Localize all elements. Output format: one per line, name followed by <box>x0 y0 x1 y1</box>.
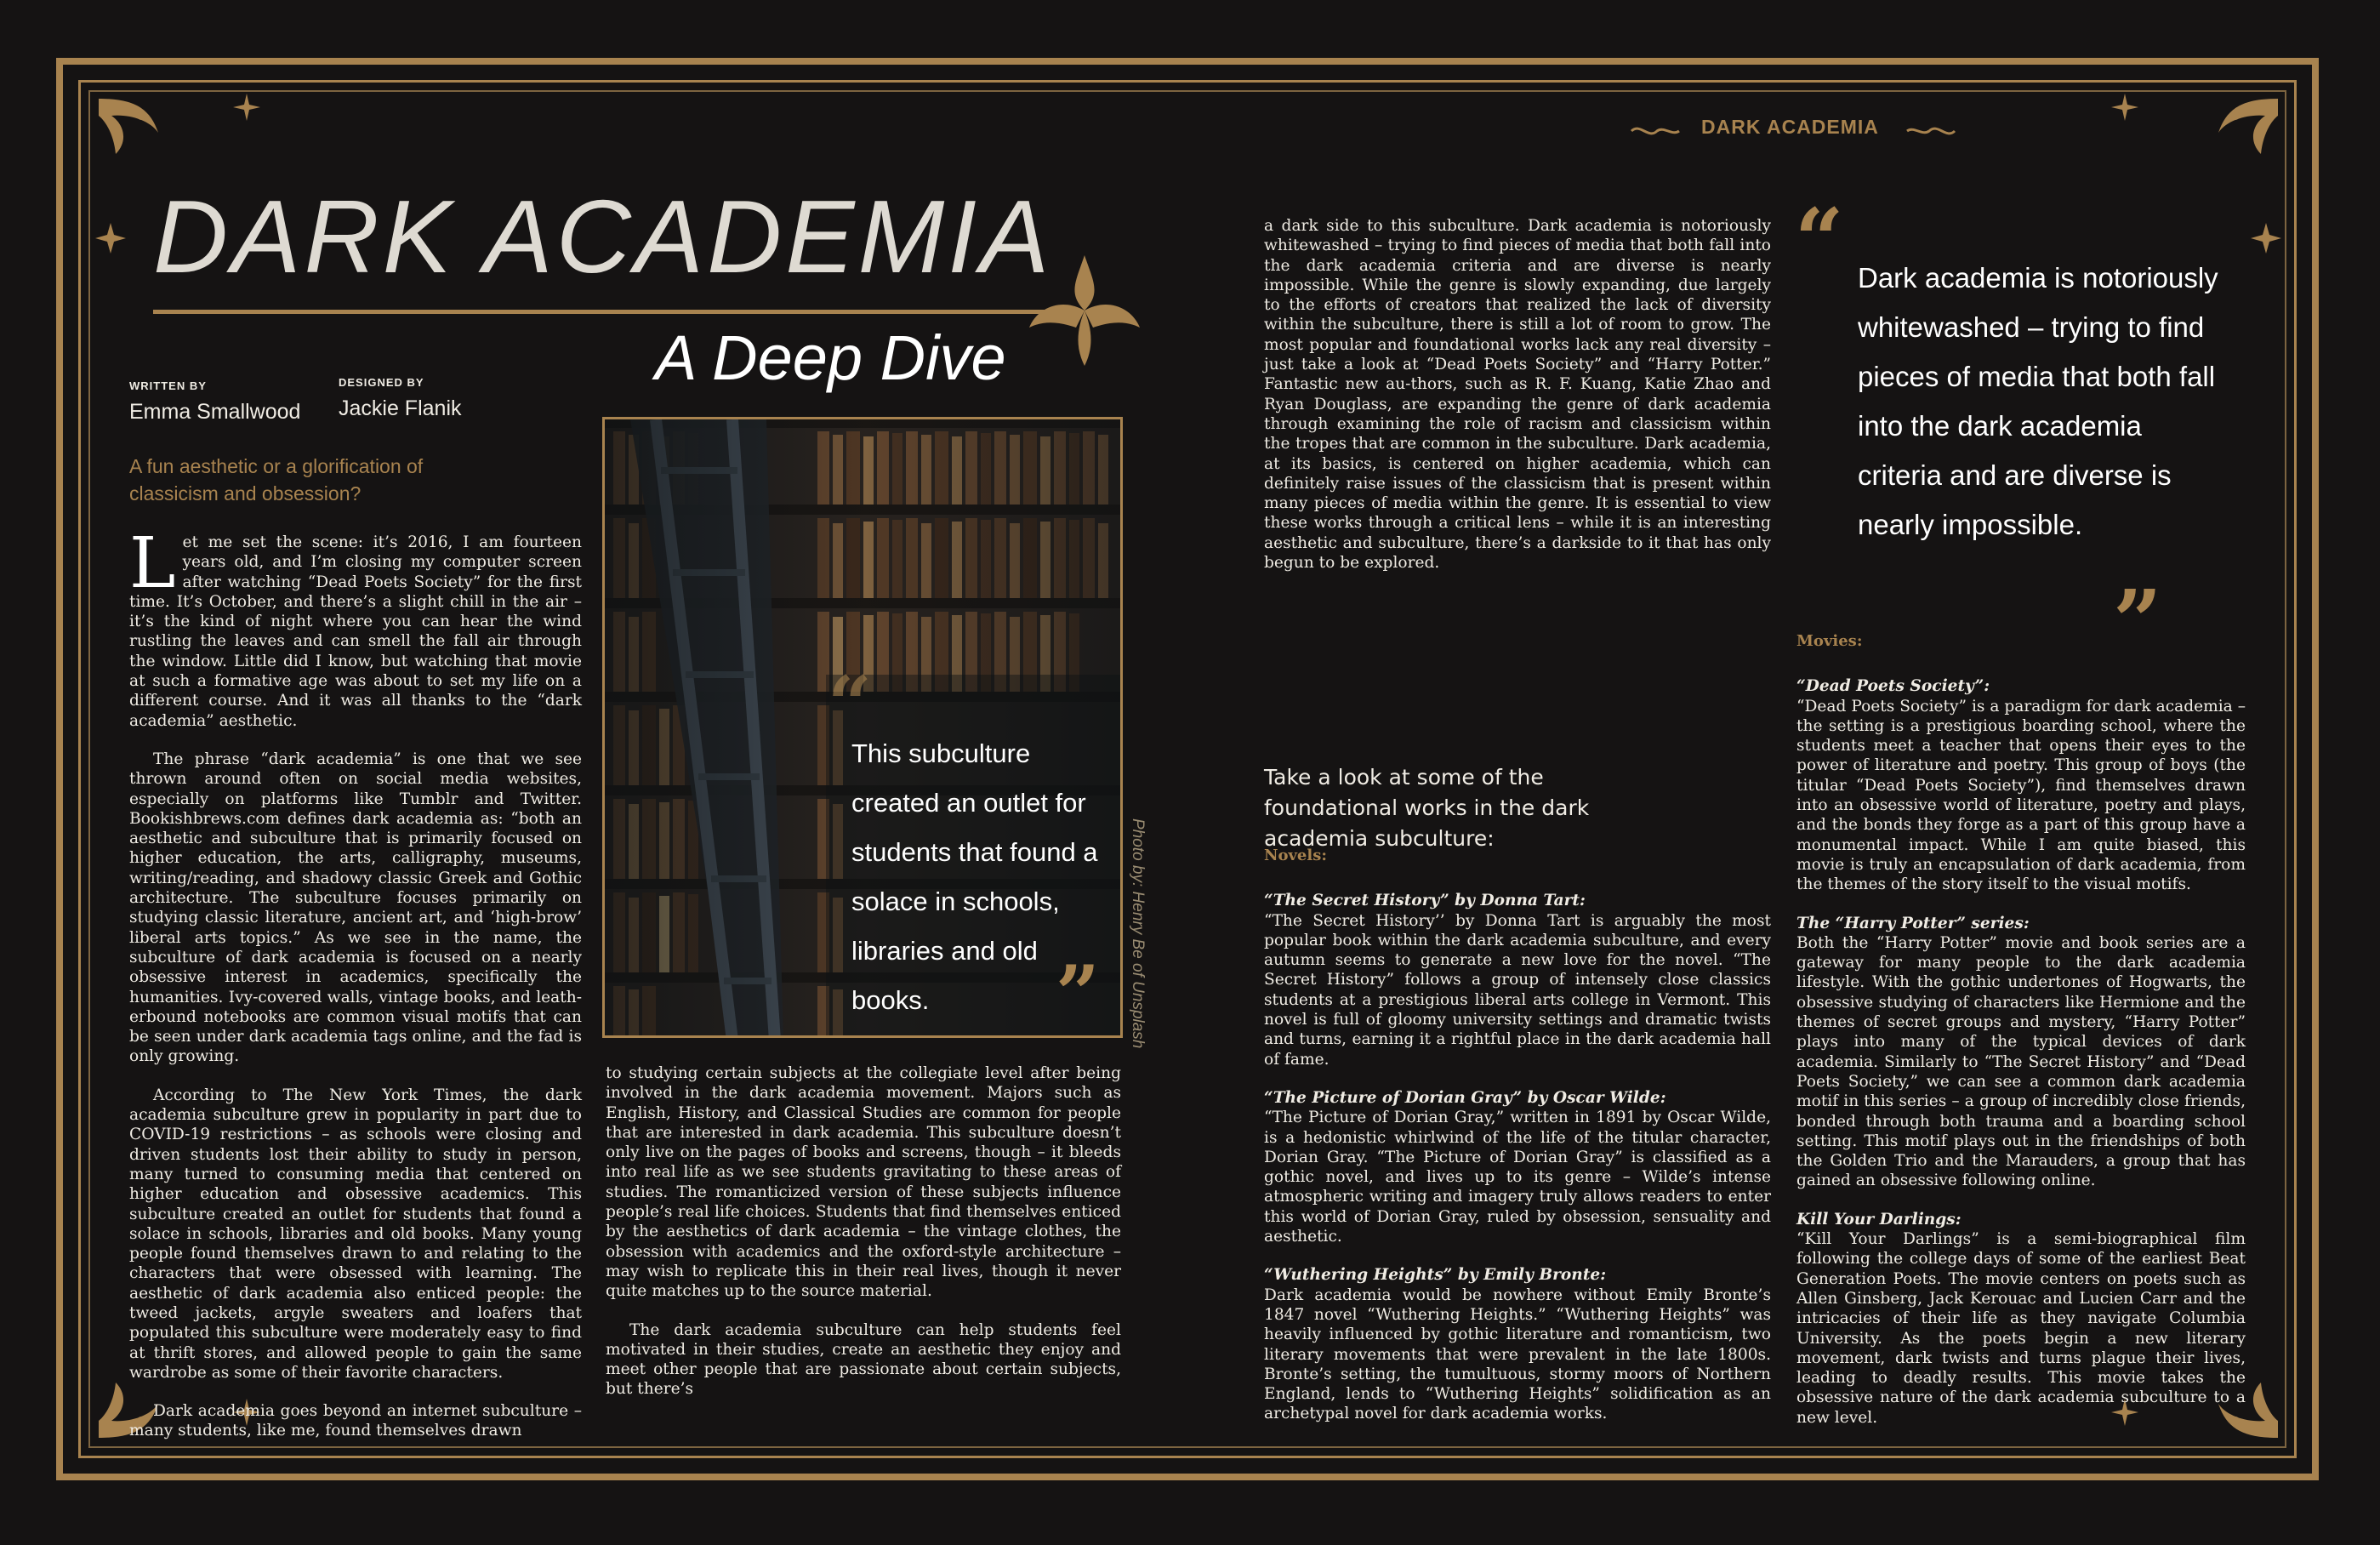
designed-by-label: DESIGNED BY <box>339 376 424 389</box>
movie-entry-kill-your-darlings: Kill Your Darlings: “Kill Your Darlings” is a semi-biographical film following the college days of some of the earliest Beat Generation Poets. The movie centers on poets such as Allen Ginsberg, Jack Kerouac and Lucien Carr and the intricacies of their life as they navigate Columbia University. As the poets begin a new literary movement, dark twists and turns plague their lives, leading to deadly results. This movie takes the obsessive nature of the dark academia subculture to a new level. <box>1796 1210 2246 1427</box>
column-3-top <box>1264 216 1771 591</box>
fleur-ornament-right-icon <box>2249 221 2283 255</box>
open-quote-icon: “ <box>828 659 872 750</box>
scroll-ornament-right-icon <box>1905 123 1956 140</box>
novel-entry-dorian-gray: “The Picture of Dorian Gray” by Oscar Wilde: “The Picture of Dorian Gray,” written in 1891 by Oscar Wilde, is a hedonistic whirlwind of the life of the titular character, Dorian Gray. “The Picture of Dorian Gray” is classified as a gothic novel, and lives up to its genre – Wilde’s intense atmospheric writing and imagery truly allows readers to enter this world of Dorian Gray, ruled by obsession, sensuality and aesthetic. <box>1264 1088 1771 1246</box>
works-intro: Take a look at some of the foundational works in the dark academia subculture: <box>1264 765 1590 851</box>
close-quote-icon: ” <box>1056 949 1100 1038</box>
paragraph-5: to studying certain subjects at the collegiate level after being involved in the dark academia movement. Majors such as English, History, and Classical Studies are common for people that are interested in dark academia. This subculture doesn’t only live on the pages of books and screens, though – it bleeds into real life as we see students gravitating to these areas of studies. The romanticized version of these subjects influence people’s real life choices. Students that find themselves enticed by the aesthetics of dark academia – the vintage clothes, the obsession with academics and the oxford-style architecture – may wish to replicate this in their real lives, though it never quite matches up to the source material. <box>606 1064 1121 1301</box>
movie-entry-harry-potter: The “Harry Potter” series: Both the “Harry Potter” movie and book series are a gateway for many people to the dark academia lifestyle. With the gothic undertones of Hogwarts, the obsessive studying of characters like Hermione and the themes of secret groups and mystery, “Harry Potter” plays into many of the typical devices of dark academia. Similarly to “The Secret History” and “Dead Poets Society,” we can see a common dark academia motif in this series – a group of incredibly close friends, bonded through both trauma and a boarding school setting. This motif plays out in the friendships of both the Golden Trio and the Marauders, a group that has gained an obsessive following online. <box>1796 914 2246 1190</box>
photo-pullquote: This subculture created an outlet for students that found a solace in schools, libraries and old books. <box>851 738 1098 1015</box>
paragraph-3: According to The New York Times, the dark academia subculture grew in popularity in part due to COVID-19 restrictions – as schools were closing and driven students lost their ability to study in person, many turned to consuming media that centered on higher education and obsessive academics. This subculture created an outlet for students that found a solace in schools, libraries and old books. Many young people found themselves drawn to and relating to the characters that were obsessed with learning. The aesthetic of dark academia also enticed people: the tweed jackets, argyle sweaters and loafers that populated this subculture were moderately easy to find at thrift stores, and allowed people to gain the same wardrobe as some of their favorite characters. <box>129 1086 582 1382</box>
scroll-ornament-left-icon <box>1630 123 1681 140</box>
designer-name: Jackie Flanik <box>339 396 462 420</box>
paragraph-1: Let me set the scene: it’s 2016, I am fourteen years old, and I’m closing my computer screen after watching “Dead Poets Society” for the first time. It’s October, and there’s a slight chill in the air – it’s the kind of night where you can hear the wind rustling the leaves and can smell the fall air through the window. Little did I know, but watching that movie at such a formative age was about to set my life on a different course. And it was all thanks to the “dark academia” aesthetic. <box>129 523 582 730</box>
main-pullquote: Dark academia is notoriously whitewashed – trying to find pieces of media that both fall into the dark academia criteria and are diverse is nearly impossible. <box>1858 262 2218 540</box>
column-4 <box>1796 631 2246 1428</box>
paragraph-7: a dark side to this subculture. Dark academia is notoriously whitewashed – trying to find pieces of media that both fall into the dark academia criteria and are diverse is nearly impossible. While the genre is slowly expanding, due largely to the efforts of creators that realized the lack of diversity within the subculture, there is still a lot of room to grow. The most popular and foundational works lack any real diversity – just take a look at “Dead Poets Society” and “Harry Potter.” Fantastic new au-thors, such as R. F. Kuang, Katie Zhao and Ryan Douglass, are expanding the genre of dark academia through examining the role of racism and classicism within the tropes that are common in the subculture. Dark academia, at its basics, is centered on higher academia, which can definitely raise issues of the classicism that is present within many pieces of media within the genre. It is essential to view these works through a critical lens – while it is an interesting aesthetic and subculture, there’s a darkside to it that has only begun to be explored. <box>1264 217 1771 573</box>
small-ornament-top-left-icon <box>230 90 264 124</box>
small-ornament-top-right-icon <box>2108 90 2142 124</box>
library-photo <box>602 417 1123 1038</box>
column-3-novels <box>1264 846 1771 1424</box>
column-2 <box>606 1063 1121 1418</box>
paragraph-6: The dark academia subculture can help students feel motivated in their studies, create an aesthetic they enjoy and meet other people that are passionate about certain subjects, but there’s <box>606 1320 1121 1399</box>
page-subtitle: A Deep Dive <box>655 322 1006 393</box>
novel-entry-wuthering-heights: “Wuthering Heights” by Emily Bronte: Dark academia would be nowhere without Emily Bronte’s 1847 novel “Wuthering Heights.” “Wuthering Heights” was heavily influenced by gothic literature and romanticism, two literary movements that were prevalent in the late 1800s. Bronte’s setting, the tumultuous, stormy moors of Northern England, lends to “Wuthering Heights” solidification as an archetypal novel for dark academia works. <box>1264 1266 1771 1423</box>
page-title: DARK ACADEMIA <box>153 179 1053 294</box>
movies-heading: Movies: <box>1796 632 1863 650</box>
big-close-quote-icon: ” <box>2113 571 2162 671</box>
paragraph-2: The phrase “dark academia” is one that we see thrown around often on social media websites, especially on platforms like Tumblr and Twitter. Bookishbrews.com defines dark academia as: “both an aesthetic and subculture that is primarily focused on higher education, the arts, calligraphy, museums, writing/reading, and shadowy classic Greek and Gothic architecture. The subculture focuses primarily on studying classic literature, ancient art, and ‘high-brow’ liberal arts topics.” As we see in the name, the subculture of dark academia is focused on a nearly obsessive interest in academics, specifically the humanities. Ivy-covered walls, vintage books, and leath-erbound notebooks are common visual motifs that can be seen under dark academia tags online, and the fad is only growing. <box>129 750 582 1066</box>
novel-entry-secret-history: “The Secret History” by Donna Tart: “The Secret History’’ by Donna Tart is arguably the most popular book within the dark academia subculture, and every autumn seems to generate a new love for the novel. “The Secret History” follows a group of intensely close classics students at a prestigious liberal arts college in Vermont. This novel is full of gloomy university settings and dramatic twists and turns, earning it a rightful place in the dark academia hall of fame. <box>1264 892 1771 1069</box>
corner-flourish-top-right-icon <box>2184 90 2286 192</box>
section-label: DARK ACADEMIA <box>1701 116 1879 138</box>
photo-credit: Photo by: Henry Be of Unsplash <box>1129 818 1147 1049</box>
written-by-label: WRITTEN BY <box>129 379 207 392</box>
movie-entry-dead-poets: “Dead Poets Society”: “Dead Poets Society” is a paradigm for dark academia – the setting is a prestigious boarding school, where the students meet a teacher that opens their eyes to the power of literature and poetry. This group of boys (the titular “Dead Poets Society”), find themselves drawn into an obsessive world of literature, poetry and plays, and the bonds they forge as a part of this group have a monumental impact. While I am quite biased, this movie is truly an encapsulation of dark academia, from the themes of the story itself to the visual motifs. <box>1796 677 2246 894</box>
big-open-quote-icon: “ <box>1795 190 1844 290</box>
fleur-ornament-left-icon <box>94 221 128 255</box>
paragraph-4: Dark academia goes beyond an internet subculture –many students, like me, found themselves drawn <box>129 1402 582 1440</box>
novels-heading: Novels: <box>1264 847 1327 864</box>
drop-cap: L <box>129 523 176 604</box>
fleur-de-lis-icon <box>1021 247 1148 374</box>
dek: A fun aesthetic or a glorification of classicism and obsession? <box>129 455 424 505</box>
column-1 <box>129 523 582 1460</box>
author-name: Emma Smallwood <box>129 400 301 424</box>
title-rule <box>153 310 1072 314</box>
